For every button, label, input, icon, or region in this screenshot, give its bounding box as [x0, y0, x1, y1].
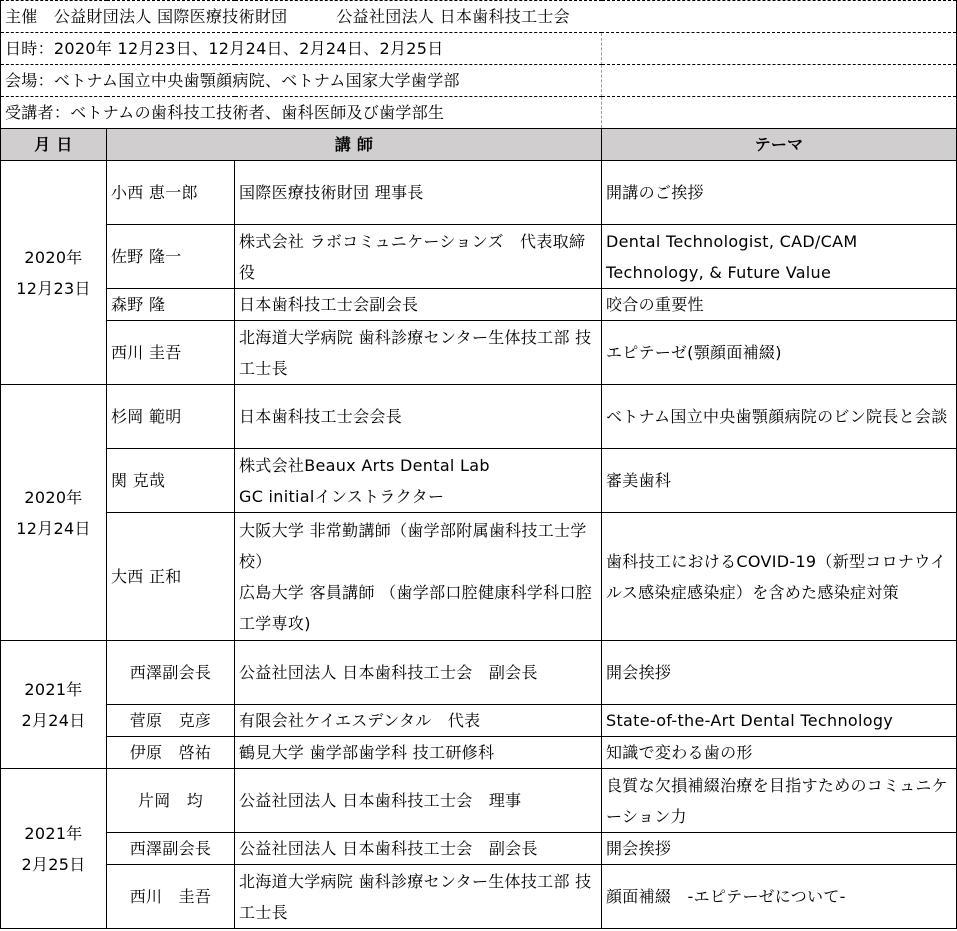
header-row: [1, 129, 957, 161]
dates-text: 日時：2020年 12月23日、12月24日、2月24日、2月25日: [1, 33, 602, 65]
theme-cell: 咬合の重要性: [602, 289, 957, 321]
lecturer-name: 西澤副会長: [107, 641, 235, 705]
table-row: [1, 161, 957, 225]
attendees-text: 受講者：ベトナムの歯科技工技術者、歯科医師及び歯学部生: [1, 97, 602, 129]
table-row: [1, 513, 957, 641]
organizers-row: [1, 1, 957, 33]
lecturer-affiliation: 有限会社ケイエスデンタル 代表: [235, 705, 602, 737]
venue-row: [1, 65, 957, 97]
table-row: [1, 225, 957, 289]
lecturer-name: 西川 圭吾: [107, 865, 235, 929]
table-row: [1, 833, 957, 865]
table-row: [1, 769, 957, 833]
header-theme: テーマ: [602, 129, 957, 161]
date-cell: 2021年 2月24日: [1, 641, 107, 769]
lecturer-name: 西澤副会長: [107, 833, 235, 865]
theme-cell: エピテーゼ(顎顔面補綴): [602, 321, 957, 385]
table-row: [1, 865, 957, 929]
theme-cell: ベトナム国立中央歯顎顔病院のビン院長と会談: [602, 385, 957, 449]
lecturer-affiliation: 公益社団法人 日本歯科技工士会 副会長: [235, 641, 602, 705]
lecturer-name: 小西 恵一郎: [107, 161, 235, 225]
lecturer-affiliation: 日本歯科技工士会会長: [235, 385, 602, 449]
lecturer-affiliation: 北海道大学病院 歯科診療センター生体技工部 技工士長: [235, 321, 602, 385]
lecturer-affiliation: 公益社団法人 日本歯科技工士会 副会長: [235, 833, 602, 865]
theme-cell: 顔面補綴 -エピテーゼについて-: [602, 865, 957, 929]
venue-text: 会場：ベトナム国立中央歯顎顔病院、ベトナム国家大学歯学部: [1, 65, 602, 97]
organizers-text: 主催 公益財団法人 国際医療技術財団 公益社団法人 日本歯科技工士会: [1, 1, 957, 33]
table-row: [1, 321, 957, 385]
dates-empty-cell: [602, 33, 957, 65]
lecturer-name: 西川 圭吾: [107, 321, 235, 385]
date-cell: 2021年 2月25日: [1, 769, 107, 929]
theme-cell: Dental Technologist, CAD/CAM Technology, & Future Value: [602, 225, 957, 289]
table-row: [1, 385, 957, 449]
theme-cell: 審美歯科: [602, 449, 957, 513]
theme-cell: 歯科技工におけるCOVID-19（新型コロナウイルス感染症感染症）を含めた感染症対策: [602, 513, 957, 641]
lecturer-affiliation: 株式会社 ラボコミュニケーションズ 代表取締役: [235, 225, 602, 289]
dates-row: [1, 33, 957, 65]
table-row: [1, 289, 957, 321]
lecturer-name: 関 克哉: [107, 449, 235, 513]
header-lecturer: 講 師: [107, 129, 602, 161]
theme-cell: 開講のご挨拶: [602, 161, 957, 225]
theme-cell: 良質な欠損補綴治療を目指すためのコミュニケーション力: [602, 769, 957, 833]
lecturer-name: 森野 隆: [107, 289, 235, 321]
lecturer-name: 杉岡 範明: [107, 385, 235, 449]
header-date: 月 日: [1, 129, 107, 161]
lecturer-name: 佐野 隆一: [107, 225, 235, 289]
lecturer-affiliation: 日本歯科技工士会副会長: [235, 289, 602, 321]
lecturer-affiliation: 株式会社Beaux Arts Dental Lab GC initialインストラクター: [235, 449, 602, 513]
theme-cell: State-of-the-Art Dental Technology: [602, 705, 957, 737]
table-row: [1, 705, 957, 737]
theme-cell: 開会挨拶: [602, 641, 957, 705]
lecturer-name: 大西 正和: [107, 513, 235, 641]
lecturer-affiliation: 国際医療技術財団 理事長: [235, 161, 602, 225]
table-row: [1, 449, 957, 513]
lecturer-name: 菅原 克彦: [107, 705, 235, 737]
theme-cell: 開会挨拶: [602, 833, 957, 865]
lecturer-affiliation: 鶴見大学 歯学部歯学科 技工研修科: [235, 737, 602, 769]
venue-empty-cell: [602, 65, 957, 97]
date-cell: 2020年 12月24日: [1, 385, 107, 641]
attendees-empty-cell: [602, 97, 957, 129]
table-row: [1, 641, 957, 705]
theme-cell: 知識で変わる歯の形: [602, 737, 957, 769]
attendees-row: [1, 97, 957, 129]
lecturer-affiliation: 大阪大学 非常勤講師（歯学部附属歯科技工士学校） 広島大学 客員講師 （歯学部口腔健康科学科口腔工学専攻): [235, 513, 602, 641]
lecturer-affiliation: 北海道大学病院 歯科診療センター生体技工部 技工士長: [235, 865, 602, 929]
table-row: [1, 737, 957, 769]
lecturer-name: 片岡 均: [107, 769, 235, 833]
lecturer-name: 伊原 啓祐: [107, 737, 235, 769]
lecturer-affiliation: 公益社団法人 日本歯科技工士会 理事: [235, 769, 602, 833]
date-cell: 2020年 12月23日: [1, 161, 107, 385]
